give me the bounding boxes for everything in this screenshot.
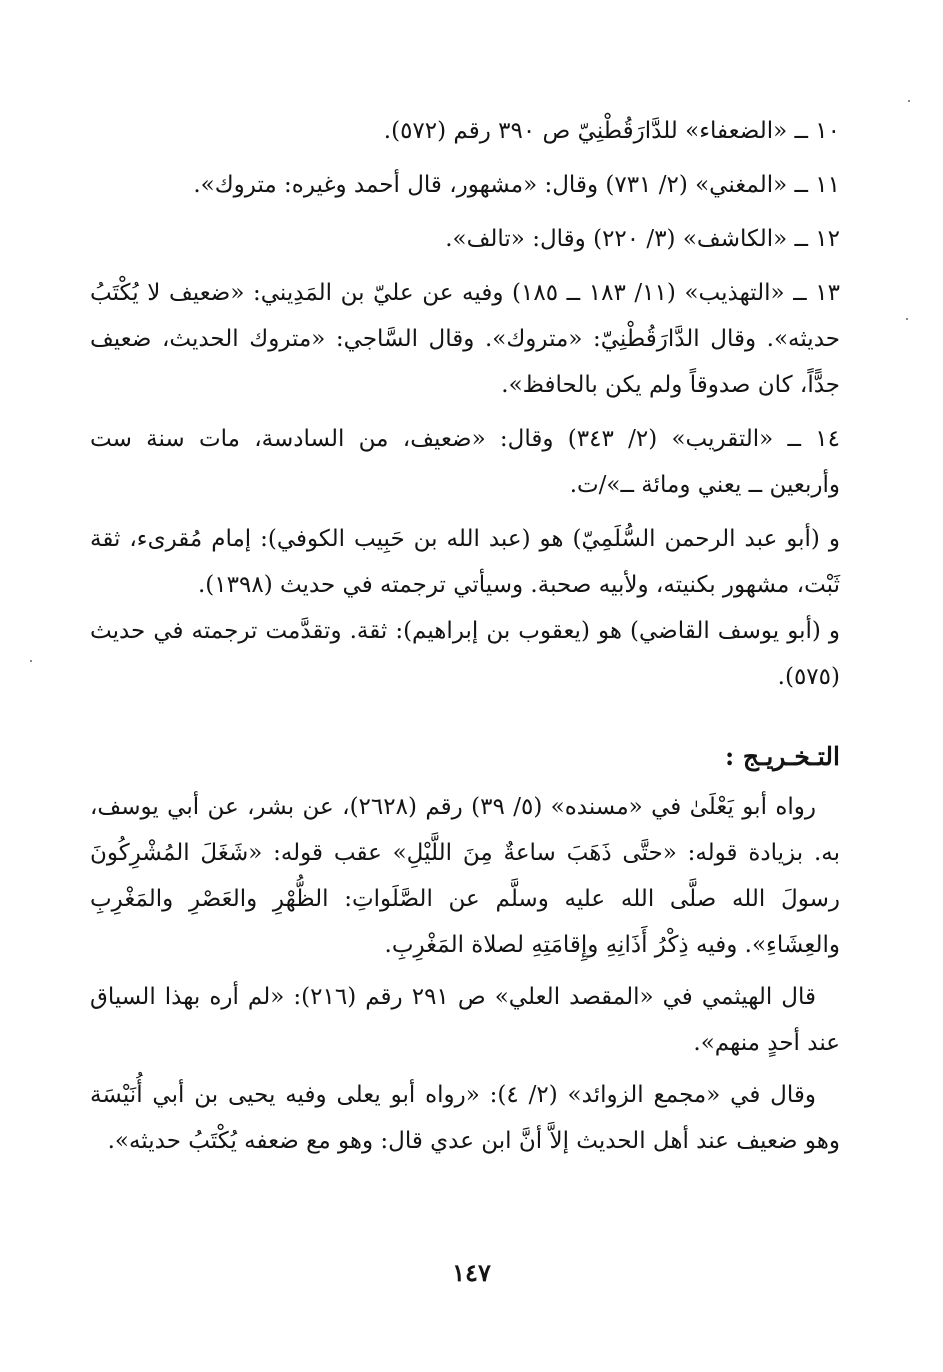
reference-dash: ــ: [787, 226, 808, 252]
scan-speck: [906, 318, 908, 320]
reference-entry-12: [90, 216, 840, 262]
reference-dash: ــ: [787, 118, 808, 144]
reference-number: ١٤: [815, 426, 841, 452]
takhrij-paragraph-2: قال الهيثمي في «المقصد العلي» ص ٢٩١ رقم (٢١٦): «لم أره بهذا السياق عند أحدٍ منهم».: [90, 984, 840, 1056]
narrator-note-abu-abdulrahman: و (أبو عبد الرحمن السُّلَمِيّ) هو (عبد الله بن حَبِيب الكوفي): إمام مُقرىء، ثقة ثَبْت، مشهور بكنيته، ولأبيه صحبة. وسيأتي ترجمته في حديث (١٣٩٨).: [90, 526, 840, 598]
reference-entry-13: [90, 270, 840, 408]
reference-entry-11: [90, 162, 840, 208]
reference-text: «التقريب» (٢/ ٣٤٣) وقال: «ضعيف، من السادسة، مات سنة ست وأربعين ــ يعني ومائة ــ»/ت.: [90, 426, 840, 498]
reference-number: ١١: [815, 172, 840, 198]
narrator-note-abu-yusuf: و (أبو يوسف القاضي) هو (يعقوب بن إبراهيم): ثقة. وتقدَّمت ترجمته في حديث (٥٧٥).: [90, 618, 840, 690]
reference-entry-10: [90, 108, 840, 154]
reference-text: «الضعفاء» للدَّارَقُطْنِيّ ص ٣٩٠ رقم (٥٧٢).: [383, 118, 788, 144]
takhrij-paragraph-1: رواه أبو يَعْلَىٰ في «مسنده» (٥/ ٣٩) رقم (٢٦٢٨)، عن بشر، عن أبي يوسف، به. بزيادة قوله: «حتَّى ذَهَبَ ساعةٌ مِنَ اللَّيْلِ» عقب قوله: «شَغَلَ المُشْرِكُونَ رسولَ الله صلَّى الله عليه وسلَّم عن الصَّلَواتِ: الظُّهْرِ والعَصْرِ والمَغْرِبِ والعِشَاءِ». وفيه ذِكْرُ أَذَانِهِ وإِقامَتِهِ لصلاة المَغْرِبِ.: [90, 794, 840, 958]
scan-speck: [908, 100, 910, 102]
reference-number: ١٢: [815, 226, 840, 252]
page-body: [90, 108, 840, 1170]
takhrij-heading: التـخـريـج :: [724, 742, 840, 771]
reference-number: ١٠: [815, 118, 840, 144]
reference-dash: ــ: [773, 426, 802, 452]
reference-entry-14: [90, 416, 840, 508]
reference-number: ١٣: [815, 280, 840, 306]
reference-text: «المغني» (٢/ ٧٣١) وقال: «مشهور، قال أحمد وغيره: متروك».: [193, 172, 788, 198]
reference-dash: ــ: [784, 280, 807, 306]
reference-text: «التهذيب» (١١/ ١٨٣ ــ ١٨٥) وفيه عن عليّ بن المَدِيني: «ضعيف لا يُكْتَبُ حديثه». وقال الدَّارَقُطْنِيّ: «متروك». وقال السَّاجي: «متروك الحديث، ضعيف جدًّاً، كان صدوقاً ولم يكن بالحافظ».: [90, 280, 840, 398]
takhrij-paragraph-3: وقال في «مجمع الزوائد» (٢/ ٤): «رواه أبو يعلى وفيه يحيى بن أبي أُنَيْسَة وهو ضعيف عند أهل الحديث إلاَّ أنَّ ابن عدي قال: وهو مع ضعفه يُكْتَبُ حديثه».: [90, 1082, 840, 1154]
page-number: ١٤٧: [452, 1258, 491, 1287]
reference-dash: ــ: [787, 172, 808, 198]
scan-speck: [30, 660, 32, 662]
reference-text: «الكاشف» (٣/ ٢٢٠) وقال: «تالف».: [445, 226, 788, 252]
